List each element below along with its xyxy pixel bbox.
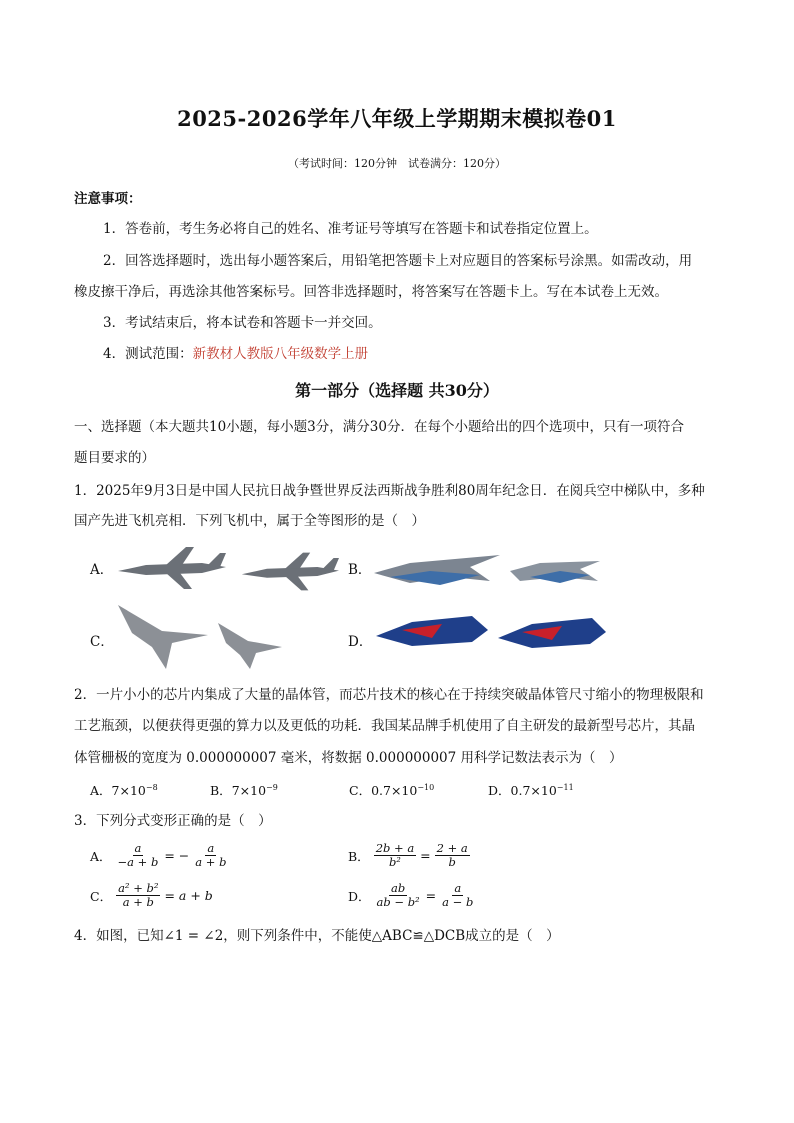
notes-heading: 注意事项： [74, 191, 142, 207]
q2-option-d-label: D． [488, 783, 511, 798]
q2-option-a-exp: −8 [145, 782, 158, 792]
q2-text-1: 2．一片小小的芯片内集成了大量的晶体管，而芯片技术的核心在于持续突破晶体管尺寸缩小的物理极限和 [74, 687, 704, 703]
q1-option-a-image [116, 543, 348, 593]
q1-text-2: 国产先进飞机亮相．下列飞机中，属于全等图形的是（ ） [74, 513, 425, 529]
q2-option-b-base: 7×10 [231, 783, 267, 798]
q3-a-left-fraction: $\frac{a}{-a + b}$ [117, 841, 159, 869]
q3-option-a [90, 842, 230, 869]
q3-a-right-fraction: $\frac{a}{a + b}$ [195, 841, 227, 869]
scope-label: 4．测试范围： [103, 346, 193, 362]
note-item-2-cont: 橡皮擦干净后，再选涂其他答案标号。回答非选择题时，将答案写在答题卡上。写在本试卷上无效。 [74, 284, 668, 300]
q3-b-left-fraction: $\frac{2b + a}{\text{b²}}$ [375, 841, 415, 869]
q2-option-b [210, 781, 278, 799]
q3-option-b [348, 842, 472, 869]
q3-d-right-fraction: $\frac{a}{a - b}$ [442, 881, 474, 909]
q3-text: 3．下列分式变形正确的是（ ） [74, 813, 272, 829]
q3-option-c [90, 882, 213, 909]
q3-option-b-label: B． [348, 848, 370, 864]
note-item-4 [103, 345, 368, 363]
q1-option-c-label: C． [90, 634, 114, 650]
q2-option-c-label: C． [349, 783, 372, 798]
q2-option-c-exp: −10 [417, 782, 435, 792]
q3-option-a-label: A． [90, 848, 112, 864]
q4-text: 4．如图，已知∠1 = ∠2，则下列条件中，不能使△ABC≌△DCB成立的是（ ） [74, 928, 560, 944]
q2-option-d-exp: −11 [556, 782, 574, 792]
q3-d-left-fraction: $\frac{ab}{\text{ab − b²}}$ [376, 881, 420, 909]
q2-option-a-base: 7×10 [111, 783, 146, 798]
q3-option-d [348, 882, 477, 909]
q1-option-b-image [370, 545, 610, 589]
q2-option-a [90, 781, 158, 799]
scope-value: 新教材人教版八年级数学上册 [192, 346, 369, 362]
q3-b-right-fraction: $\frac{2 + a}{b}$ [436, 841, 468, 869]
exam-title: 2025-2026学年八年级上学期期末模拟卷01 [177, 106, 617, 131]
q2-option-c [349, 781, 434, 799]
q3-a-equals: = − [164, 848, 190, 863]
note-item-3: 3．考试结束后，将本试卷和答题卡一并交回。 [103, 315, 382, 331]
q3-d-equals: = [425, 888, 437, 903]
part1-intro-1: 一、选择题（本大题共10小题，每小题3分，满分30分．在每个小题给出的四个选项中，只有一项符合 [74, 419, 684, 435]
q2-option-b-label: B． [210, 783, 232, 798]
q3-option-c-label: C． [90, 888, 113, 904]
section-title: 第一部分（选择题 共30分） [295, 381, 499, 400]
q2-option-b-exp: −9 [266, 782, 278, 792]
q3-c-equals: = a + b [164, 888, 213, 903]
q3-c-left-fraction: $\frac{\text{a² + b²}}{a + b}$ [118, 881, 159, 909]
q2-text-2: 工艺瓶颈，以便获得更强的算力以及更低的功耗．我国某品牌手机使用了自主研发的最新型号芯片，其晶 [74, 718, 695, 734]
note-item-1: 1．答卷前，考生务必将自己的姓名、准考证号等填写在答题卡和试卷指定位置上。 [103, 221, 598, 237]
q1-option-b-label: B． [348, 562, 372, 578]
q2-text-3: 体管栅极的宽度为 0.000000007 毫米，将数据 0.000000007 用科学记数法表示为（ ） [74, 750, 623, 766]
q1-option-d-label: D． [348, 634, 373, 650]
q3-option-d-label: D． [348, 888, 371, 904]
q2-option-c-base: 0.7×10 [371, 783, 418, 798]
q3-b-equals: = [420, 848, 431, 863]
q1-option-c-image [112, 603, 287, 671]
q1-option-a-label: A． [90, 562, 114, 578]
q2-option-d [488, 781, 574, 799]
note-item-2: 2．回答选择题时，选出每小题答案后，用铅笔把答题卡上对应题目的答案标号涂黑。如需改动，用 [103, 253, 693, 269]
q2-option-d-base: 0.7×10 [510, 783, 557, 798]
q1-text-1: 1．2025年9月3日是中国人民抗日战争暨世界反法西斯战争胜利80周年纪念日．在阅兵空中梯队中，多种 [74, 483, 705, 499]
q2-option-a-label: A． [90, 783, 112, 798]
part1-intro-2: 题目要求的） [74, 450, 155, 466]
q1-option-d-image [372, 608, 610, 658]
exam-subtitle: （考试时间：120分钟 试卷满分：120分） [288, 157, 506, 170]
